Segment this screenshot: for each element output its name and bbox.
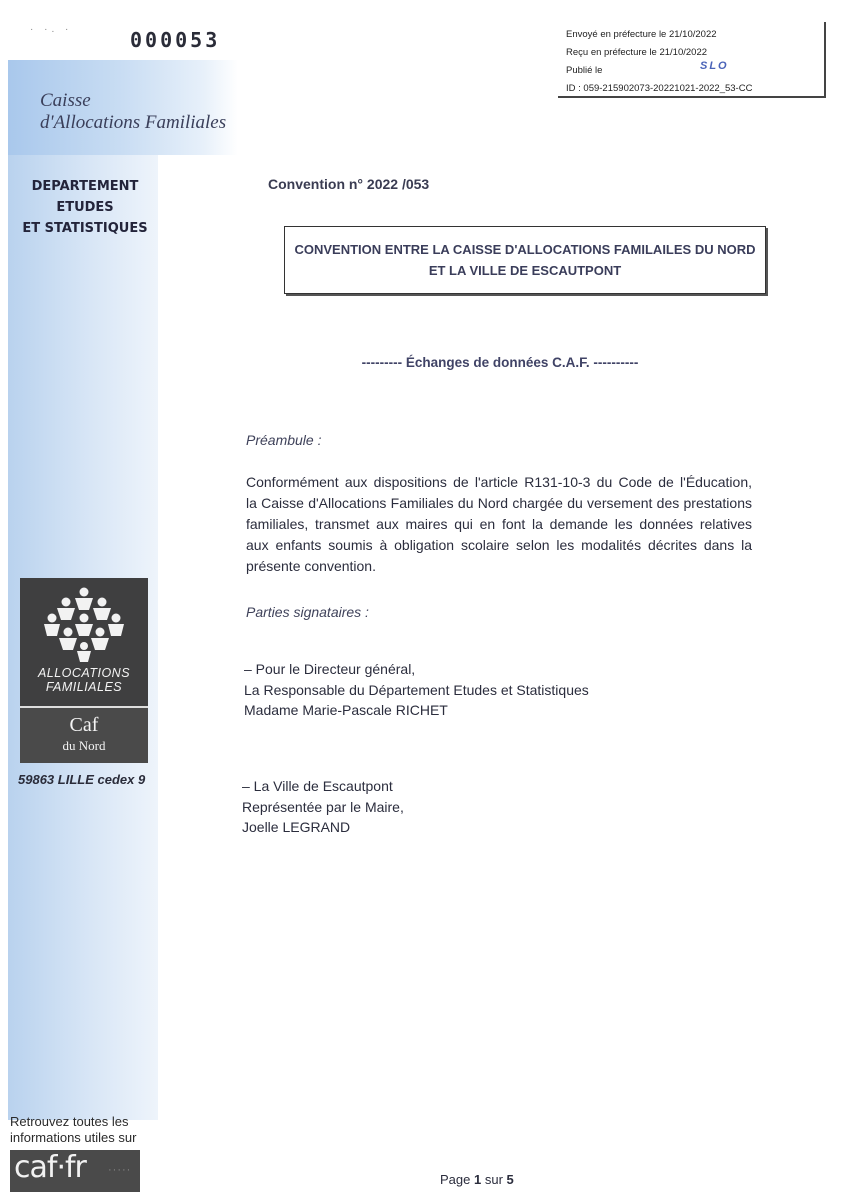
logo-top-panel: [20, 578, 148, 706]
logo-name-line2: FAMILIALES: [45, 680, 123, 694]
preamble-line: la Caisse d'Allocations Familiales du Nord chargée du versement des prestations: [246, 495, 752, 511]
logo-divider: [20, 706, 148, 708]
footer-line2: informations utiles sur: [10, 1130, 137, 1145]
logo-region: du Nord: [62, 738, 106, 753]
party-line: La Responsable du Département Etudes et Statistiques: [244, 681, 589, 698]
family-figures-icon: [44, 586, 124, 662]
stamp-signature: SLO: [700, 60, 729, 72]
page-current: 1: [474, 1172, 482, 1187]
stamp-received: Reçu en préfecture le 21/10/2022: [566, 47, 708, 58]
party-line: – Pour le Directeur général,: [244, 661, 416, 677]
footer-info: [10, 1114, 136, 1146]
preamble-label: Préambule :: [246, 432, 322, 448]
logo-caf: Caf: [69, 714, 99, 736]
caf-logo: [20, 578, 148, 763]
caisse-name: [40, 90, 226, 134]
party-line: Madame Marie-Pascale RICHET: [244, 702, 448, 718]
preamble-line: Conformément aux dispositions de l'article R131-10-3 du Code de l'Éducation,: [246, 474, 752, 490]
title-box: [284, 226, 766, 294]
party-line: – La Ville de Escautpont: [242, 778, 393, 794]
title-line2: ET LA VILLE DE ESCAUTPONT: [428, 263, 622, 278]
stamp-id: ID : 059-215902073-20221021-2022_53-CC: [566, 83, 753, 94]
stamp-sent: Envoyé en préfecture le 21/10/2022: [566, 29, 717, 40]
party-line: Représentée par le Maire,: [242, 798, 404, 815]
stamp-published: Publié le: [566, 65, 603, 76]
preamble-line: familiales, transmet aux maires qui en font la demande les données relatives: [246, 516, 752, 532]
prefecture-stamp: [558, 22, 826, 98]
preamble-line: présente convention.: [246, 558, 376, 574]
header-marks: · ·. ·: [30, 24, 73, 35]
postal-address: 59863 LILLE cedex 9: [18, 772, 146, 787]
caisse-line1: Caisse: [40, 90, 91, 111]
preamble-line: aux enfants soumis à obligation scolaire selon les modalités décrites dans la: [246, 537, 752, 553]
scan-number: 000053: [130, 28, 221, 52]
party-town: [242, 776, 404, 838]
preamble-paragraph: [246, 472, 752, 577]
department-name: [10, 176, 160, 239]
convention-number: Convention n° 2022 /053: [268, 176, 430, 192]
parties-label: Parties signataires :: [246, 604, 369, 620]
subtitle: --------- Échanges de données C.A.F. ----------: [361, 355, 639, 370]
department-line2: ET STATISTIQUES: [22, 221, 148, 236]
logo-name: [20, 666, 148, 694]
party-line: Joelle LEGRAND: [242, 819, 351, 835]
logo-name-line1: ALLOCATIONS: [37, 666, 131, 680]
caf-website-link[interactable]: [10, 1150, 140, 1192]
page-number: [440, 1172, 514, 1187]
title-line1: CONVENTION ENTRE LA CAISSE D'ALLOCATIONS FAMILAILES DU NORD: [294, 242, 756, 257]
caf-website-dots: ·····: [108, 1164, 132, 1176]
party-caf: [244, 659, 589, 721]
caf-website-text: caf·fr: [14, 1150, 86, 1185]
page-middle: sur: [484, 1172, 503, 1187]
page-total: 5: [506, 1172, 514, 1187]
footer-line1: Retrouvez toutes les: [10, 1114, 129, 1129]
department-line1: DEPARTEMENT ETUDES: [31, 179, 139, 215]
page-prefix: Page: [440, 1172, 471, 1187]
caisse-line2: d'Allocations Familiales: [40, 112, 227, 133]
